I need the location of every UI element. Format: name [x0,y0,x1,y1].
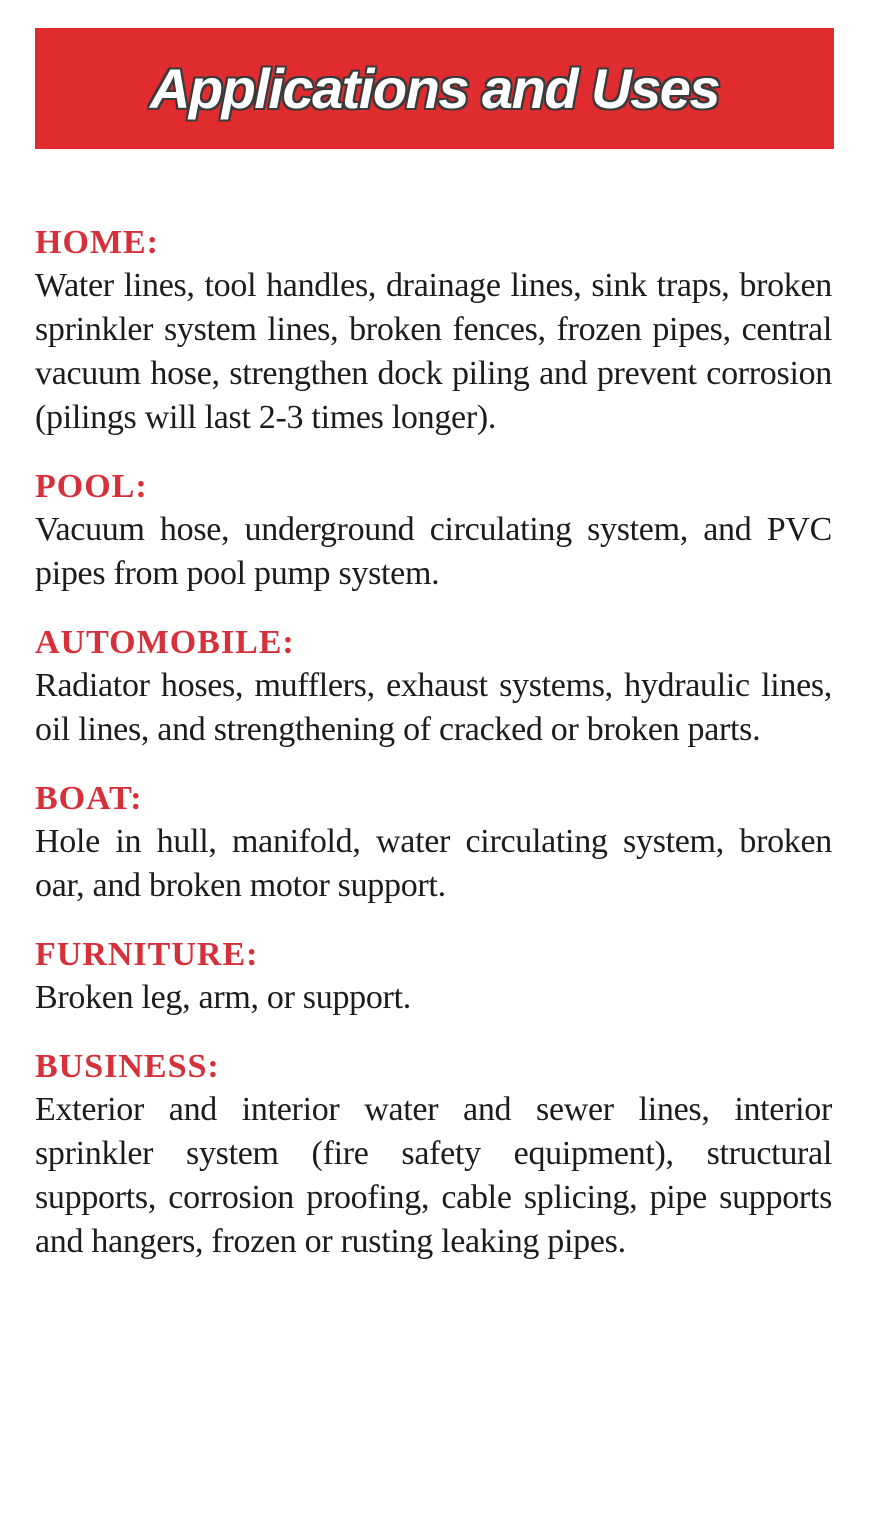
section-pool [35,466,832,596]
section-business [35,1046,832,1264]
section-heading: BUSINESS: [35,1048,220,1085]
page-title: Applications and Uses [149,57,720,120]
section-heading: BOAT: [35,780,143,817]
section-furniture [35,934,832,1020]
applications-list [35,222,832,1290]
section-body: Exterior and interior water and sewer lines, interior sprinkler system (fire safety equipment), structural supports, corrosion proofing, cable splicing, pipe supports and hangers, frozen or rusting leaking pipes. [35,1091,832,1260]
section-body: Radiator hoses, mufflers, exhaust systems, hydraulic lines, oil lines, and strengthening of cracked or broken parts. [35,667,832,748]
section-boat [35,778,832,908]
section-heading: HOME: [35,224,159,261]
section-heading: POOL: [35,468,148,505]
section-body: Vacuum hose, underground circulating system, and PVC pipes from pool pump system. [35,511,832,592]
title-banner [35,28,834,149]
section-heading: AUTOMOBILE: [35,624,295,661]
section-heading: FURNITURE: [35,936,259,973]
section-home [35,222,832,440]
section-body: Hole in hull, manifold, water circulating system, broken oar, and broken motor support. [35,823,832,904]
section-body: Water lines, tool handles, drainage lines, sink traps, broken sprinkler system lines, broken fences, frozen pipes, central vacuum hose, strengthen dock piling and prevent corrosion (pilings will last 2-3 times longer). [35,267,832,436]
section-body: Broken leg, arm, or support. [35,979,411,1016]
section-automobile [35,622,832,752]
